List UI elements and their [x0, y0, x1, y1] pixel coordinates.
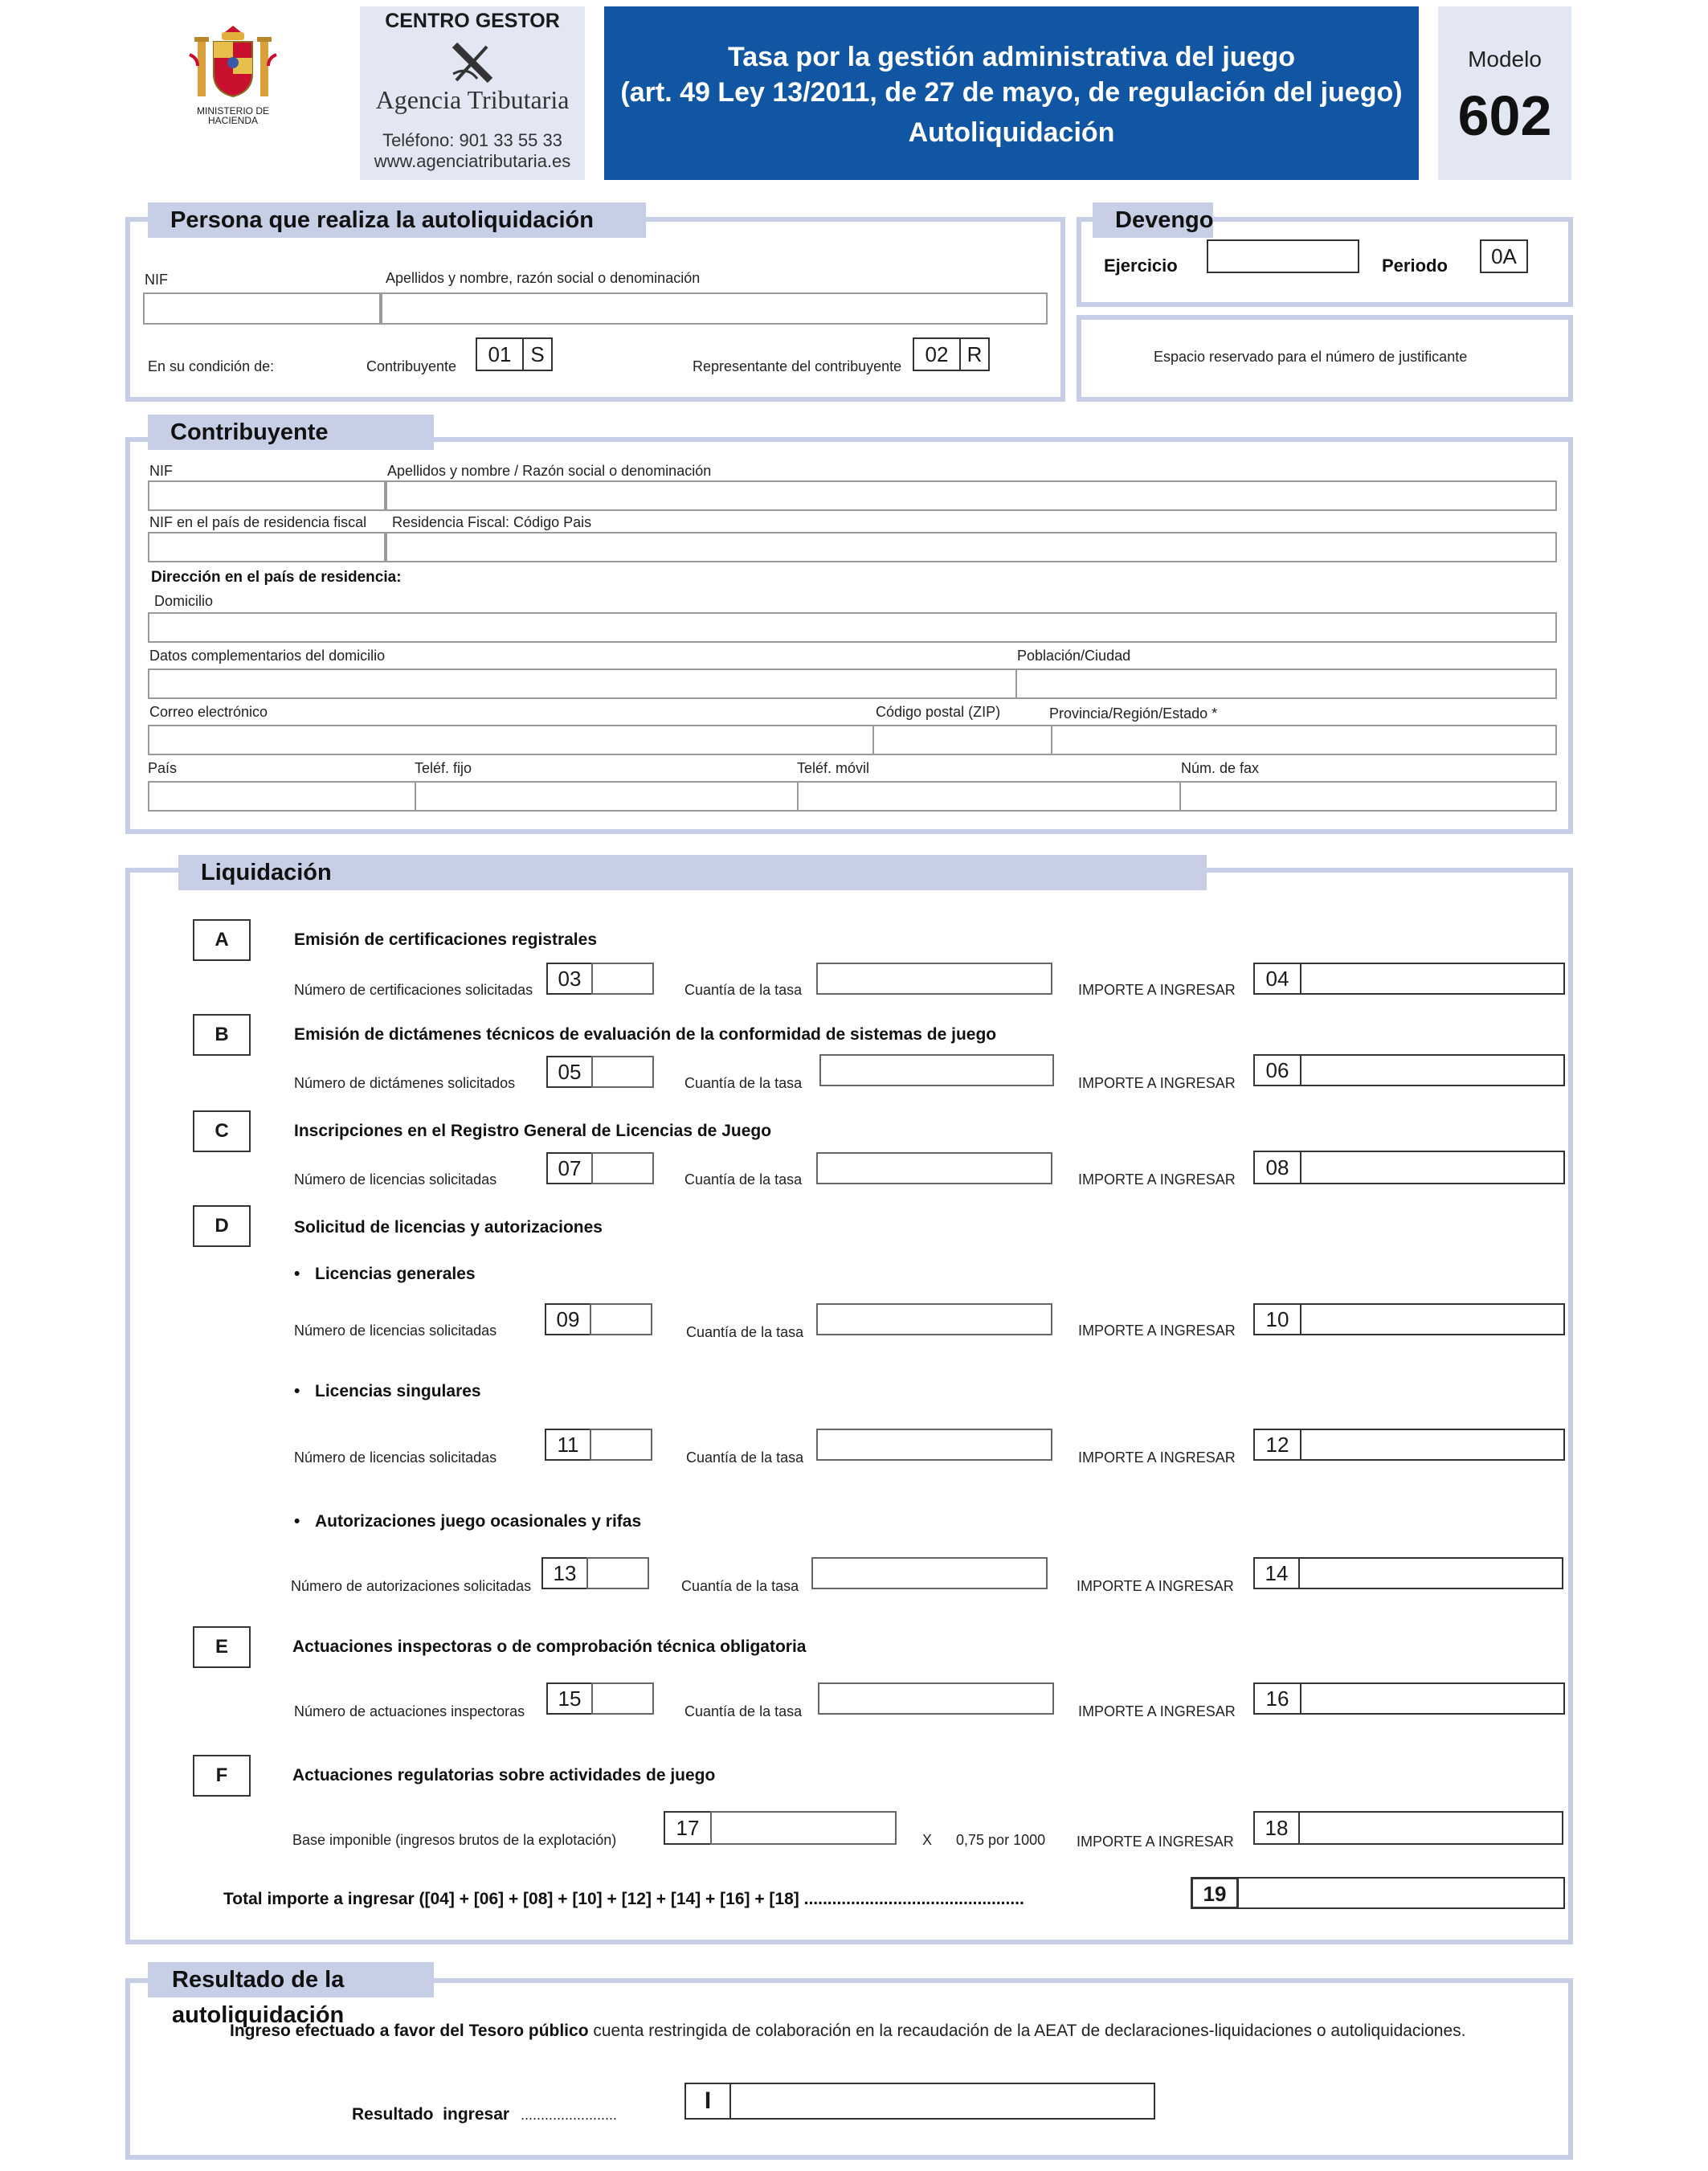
- resultado-field[interactable]: [729, 2083, 1155, 2120]
- generales-num-code: 09: [545, 1303, 591, 1335]
- modelo-label: Modelo: [1468, 47, 1542, 72]
- resultado-label: Resultado ingresar: [352, 2105, 510, 2124]
- section-c-num-label: Número de licencias solicitadas: [294, 1171, 497, 1188]
- section-e-importe-field[interactable]: [1300, 1682, 1565, 1715]
- section-c-num-code: 07: [546, 1152, 593, 1184]
- generales-cuantia-field[interactable]: [816, 1303, 1052, 1335]
- section-a-importe-field[interactable]: [1300, 963, 1565, 995]
- section-b-title: Emisión de dictámenes técnicos de evaluación de la conformidad de sistemas de juego: [294, 1025, 997, 1044]
- section-b-cuantia-label: Cuantía de la tasa: [684, 1075, 803, 1091]
- cp-field[interactable]: [872, 725, 1052, 755]
- section-a-num-code: 03: [546, 963, 593, 995]
- section-e-num-code: 15: [546, 1682, 593, 1715]
- contrib-nif-label: NIF: [149, 463, 173, 479]
- residencia-label: Residencia Fiscal: Código Pais: [392, 514, 592, 530]
- ocasionales-cuantia-label: Cuantía de la tasa: [681, 1578, 799, 1594]
- resultado-section-title: Resultado de la autoliquidación: [148, 1962, 434, 1997]
- tel-fijo-field[interactable]: [415, 781, 799, 812]
- ingreso-text: [230, 2022, 1465, 2041]
- persona-section-title: Persona que realiza la autoliquidación: [148, 202, 646, 238]
- section-c-letter: C: [193, 1110, 251, 1152]
- section-c-importe-code: 08: [1253, 1151, 1301, 1184]
- nif-residencia-label: NIF en el país de residencia fiscal: [149, 514, 367, 530]
- contrib-name-label: Apellidos y nombre / Razón social o denominación: [387, 463, 712, 479]
- periodo-label: Periodo: [1382, 256, 1448, 276]
- modelo-number: 602: [1457, 84, 1552, 147]
- tel-movil-field[interactable]: [797, 781, 1181, 812]
- singulares-importe-label: IMPORTE A INGRESAR: [1078, 1449, 1236, 1466]
- generales-importe-code: 10: [1253, 1303, 1301, 1335]
- header-title-panel: [604, 6, 1419, 180]
- section-c-cuantia-field[interactable]: [816, 1152, 1052, 1184]
- representante-label: Representante del contribuyente: [693, 358, 902, 374]
- section-a-cuantia-field[interactable]: [816, 963, 1052, 995]
- persona-name-label: Apellidos y nombre, razón social o denominación: [386, 270, 701, 286]
- centro-gestor-panel: [360, 6, 585, 180]
- singulares-cuantia-label: Cuantía de la tasa: [686, 1449, 804, 1466]
- provincia-label: Provincia/Región/Estado *: [1049, 705, 1218, 722]
- ingreso-bold: Ingreso efectuado a favor del Tesoro público: [230, 2022, 589, 2040]
- centro-gestor-label: CENTRO GESTOR: [385, 10, 560, 32]
- singulares-num-label: Número de licencias solicitadas: [294, 1449, 497, 1466]
- agency-logo-icon: [450, 42, 495, 84]
- generales-importe-label: IMPORTE A INGRESAR: [1078, 1323, 1236, 1339]
- generales-num-field[interactable]: [590, 1303, 652, 1335]
- persona-nif-field[interactable]: [143, 292, 381, 325]
- ocasionales-cuantia-field[interactable]: [811, 1557, 1048, 1589]
- section-e-num-label: Número de actuaciones inspectoras: [294, 1703, 525, 1719]
- section-a-num-label: Número de certificaciones solicitadas: [294, 982, 533, 998]
- residencia-field[interactable]: [386, 532, 1557, 562]
- agency-phone: Teléfono: 901 33 55 33: [382, 130, 562, 150]
- resultado-code: I: [684, 2083, 731, 2120]
- contrib-nif-field[interactable]: [148, 480, 386, 511]
- poblacion-field[interactable]: [1015, 668, 1557, 699]
- fax-field[interactable]: [1179, 781, 1557, 812]
- section-a-title: Emisión de certificaciones registrales: [294, 930, 597, 949]
- agency-web[interactable]: www.agenciatributaria.es: [374, 151, 571, 171]
- section-e-title: Actuaciones inspectoras o de comprobación técnica obligatoria: [292, 1637, 807, 1656]
- section-f-base-label: Base imponible (ingresos brutos de la explotación): [292, 1832, 617, 1848]
- ocasionales-importe-code: 14: [1253, 1557, 1300, 1589]
- provincia-field[interactable]: [1051, 725, 1557, 755]
- pais-field[interactable]: [148, 781, 416, 812]
- section-a-importe-label: IMPORTE A INGRESAR: [1078, 982, 1236, 998]
- section-b-cuantia-field[interactable]: [819, 1054, 1054, 1086]
- condicion-label: En su condición de:: [148, 358, 275, 374]
- ocasionales-num-label: Número de autorizaciones solicitadas: [291, 1578, 532, 1594]
- domicilio-label: Domicilio: [154, 593, 214, 609]
- section-b-letter: B: [193, 1014, 251, 1056]
- contribuyente-checkbox[interactable]: S: [522, 337, 553, 371]
- section-e-cuantia-field[interactable]: [818, 1682, 1054, 1715]
- persona-nif-label: NIF: [145, 272, 168, 288]
- tel-fijo-label: Teléf. fijo: [415, 760, 472, 776]
- section-e-cuantia-label: Cuantía de la tasa: [684, 1703, 803, 1719]
- tel-movil-label: Teléf. móvil: [797, 760, 870, 776]
- modelo-panel: [1438, 6, 1571, 180]
- singulares-importe-field[interactable]: [1300, 1429, 1565, 1461]
- singulares-num-code: 11: [545, 1429, 591, 1461]
- generales-cuantia-label: Cuantía de la tasa: [686, 1324, 804, 1340]
- section-a-cuantia-label: Cuantía de la tasa: [684, 982, 803, 998]
- section-c-num-field[interactable]: [591, 1152, 654, 1184]
- datos-complementarios-label: Datos complementarios del domicilio: [149, 648, 386, 664]
- header-title-line2: (art. 49 Ley 13/2011, de 27 de mayo, de regulación del juego): [620, 77, 1403, 108]
- section-c-importe-label: IMPORTE A INGRESAR: [1078, 1171, 1236, 1188]
- section-c-title: Inscripciones en el Registro General de Licencias de Juego: [294, 1122, 772, 1140]
- section-b-importe-field[interactable]: [1300, 1054, 1565, 1086]
- header-title-line3: Autoliquidación: [908, 117, 1115, 148]
- persona-name-field[interactable]: [381, 292, 1048, 325]
- contribuyente-section-title: Contribuyente: [148, 415, 434, 450]
- bullet-generales: •: [294, 1265, 300, 1283]
- ocasionales-title: Autorizaciones juego ocasionales y rifas: [315, 1512, 642, 1531]
- section-a-num-field[interactable]: [591, 963, 654, 995]
- generales-title: Licencias generales: [315, 1265, 476, 1283]
- section-d-title: Solicitud de licencias y autorizaciones: [294, 1218, 603, 1237]
- fax-label: Núm. de fax: [1181, 760, 1260, 776]
- section-c-importe-field[interactable]: [1300, 1151, 1565, 1184]
- devengo-section-title: Devengo: [1093, 202, 1213, 238]
- coat-of-arms-logo: [186, 22, 280, 106]
- ocasionales-num-field[interactable]: [586, 1557, 649, 1589]
- section-b-importe-code: 06: [1253, 1054, 1301, 1086]
- direccion-label: Dirección en el país de residencia:: [151, 569, 402, 586]
- section-f-letter: F: [193, 1755, 251, 1797]
- singulares-num-field[interactable]: [590, 1429, 652, 1461]
- section-e-letter: E: [193, 1626, 251, 1668]
- bullet-singulares: •: [294, 1382, 300, 1400]
- section-d-letter: D: [193, 1205, 251, 1247]
- section-e-importe-code: 16: [1253, 1682, 1301, 1715]
- ingreso-rest: cuenta restringida de colaboración en la recaudación de la AEAT de declaraciones-liquidaciones o autoliquidaciones.: [588, 2022, 1466, 2040]
- resultado-dots: ........................: [521, 2107, 618, 2123]
- datos-complementarios-field[interactable]: [148, 668, 1017, 699]
- section-f-base-field[interactable]: [710, 1811, 897, 1845]
- correo-field[interactable]: [148, 725, 874, 755]
- section-b-importe-label: IMPORTE A INGRESAR: [1078, 1075, 1236, 1091]
- section-f-title: Actuaciones regulatorias sobre actividades de juego: [292, 1766, 716, 1785]
- section-f-importe-label: IMPORTE A INGRESAR: [1077, 1834, 1234, 1850]
- domicilio-field[interactable]: [148, 612, 1557, 643]
- section-b-num-code: 05: [546, 1056, 593, 1088]
- section-b-num-field[interactable]: [591, 1056, 654, 1088]
- total-field[interactable]: [1237, 1877, 1565, 1909]
- ocasionales-importe-label: IMPORTE A INGRESAR: [1077, 1578, 1234, 1594]
- liquidacion-section-title: Liquidación: [178, 855, 1207, 890]
- singulares-title: Licencias singulares: [315, 1382, 481, 1400]
- header-title-line1: Tasa por la gestión administrativa del juego: [728, 42, 1295, 72]
- singulares-cuantia-field[interactable]: [816, 1429, 1052, 1461]
- bullet-ocasionales: •: [294, 1512, 300, 1531]
- ejercicio-label: Ejercicio: [1104, 256, 1178, 276]
- section-f-base-code: 17: [664, 1811, 712, 1845]
- poblacion-label: Población/Ciudad: [1017, 648, 1131, 664]
- correo-label: Correo electrónico: [149, 704, 268, 720]
- section-e-importe-label: IMPORTE A INGRESAR: [1078, 1703, 1236, 1719]
- singulares-importe-code: 12: [1253, 1429, 1301, 1461]
- section-a-importe-code: 04: [1253, 963, 1301, 995]
- contribuyente-code: 01: [476, 337, 524, 371]
- ocasionales-importe-field[interactable]: [1298, 1557, 1563, 1589]
- agency-name: Agencia Tributaria: [375, 85, 570, 114]
- section-a-letter: A: [193, 919, 251, 961]
- generales-num-label: Número de licencias solicitadas: [294, 1323, 497, 1339]
- section-f-importe-code: 18: [1253, 1811, 1300, 1845]
- section-c-cuantia-label: Cuantía de la tasa: [684, 1171, 803, 1188]
- ministry-label: MINISTERIO DE HACIENDA: [196, 105, 269, 126]
- contrib-name-field[interactable]: [386, 480, 1557, 511]
- contribuyente-label: Contribuyente: [366, 358, 457, 374]
- representante-code: 02: [913, 337, 961, 371]
- representante-checkbox[interactable]: R: [959, 337, 990, 371]
- section-b-num-label: Número de dictámenes solicitados: [294, 1075, 516, 1091]
- total-label: Total importe a ingresar ([04] + [06] + [08] + [10] + [12] + [14] + [16] + [18] ...............................................: [223, 1890, 1024, 1908]
- generales-importe-field[interactable]: [1300, 1303, 1565, 1335]
- pais-label: País: [148, 760, 178, 776]
- section-f-multiplier: X 0,75 por 1000: [922, 1832, 1046, 1848]
- nif-residencia-field[interactable]: [148, 532, 386, 562]
- total-code: 19: [1191, 1877, 1239, 1909]
- cp-label: Código postal (ZIP): [876, 704, 1001, 720]
- ejercicio-field[interactable]: [1207, 239, 1359, 273]
- section-f-importe-field[interactable]: [1298, 1811, 1563, 1845]
- ocasionales-num-code: 13: [541, 1557, 588, 1589]
- periodo-field[interactable]: 0A: [1480, 239, 1528, 273]
- section-e-num-field[interactable]: [591, 1682, 654, 1715]
- justificante-label: Espacio reservado para el número de justificante: [1154, 349, 1468, 365]
